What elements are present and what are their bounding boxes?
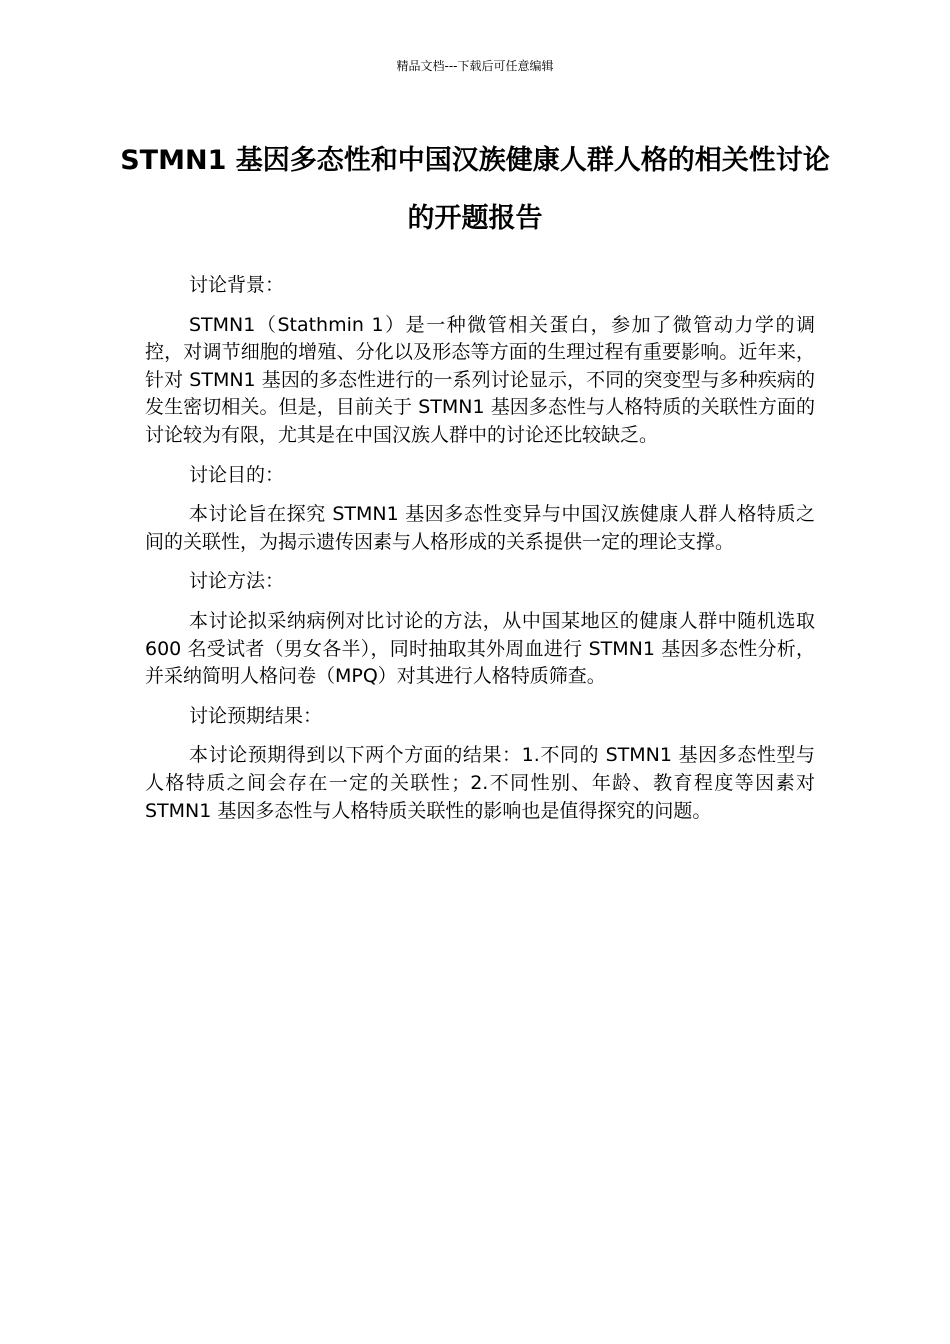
paragraph-purpose: 本讨论旨在探究 STMN1 基因多态性变异与中国汉族健康人群人格特质之间的关联性，为揭示遗传因素与人格形成的关系提供一定的理论支撑。 [145, 503, 815, 553]
section-heading-purpose: 讨论目的： [189, 463, 285, 486]
paragraph-expected-results: 本讨论预期得到以下两个方面的结果：1.不同的 STMN1 基因多态性型与人格特质之间会存在一定的关联性；2.不同性别、年龄、教育程度等因素对 STMN1 基因多态性与人格特质关联性的影响也是值得探究的问题。 [145, 744, 815, 822]
document-body [145, 272, 815, 837]
section-heading-background: 讨论背景： [189, 274, 285, 296]
section-heading-method: 讨论方法： [189, 570, 285, 593]
paragraph-method: 本讨论拟采纳病例对比讨论的方法，从中国某地区的健康人群中随机选取 600 名受试者（男女各半），同时抽取其外周血进行 STMN1 基因多态性分析，并采纳简明人格问卷（MPQ）对其进行人格特质筛查。 [145, 609, 815, 688]
document-title: STMN1 基因多态性和中国汉族健康人群人格的相关性讨论的开题报告 [120, 145, 830, 234]
section-heading-expected-results: 讨论预期结果： [189, 704, 323, 727]
page-header: 精品文档---下载后可任意编辑 [396, 59, 554, 73]
paragraph-background: STMN1（Stathmin 1）是一种微管相关蛋白，参加了微管动力学的调控，对调节细胞的增殖、分化以及形态等方面的生理过程有重要影响。近年来，针对 STMN1 基因的多态性进行的一系列讨论显示，不同的突变型与多种疾病的发生密切相关。但是，目前关于 STMN1 基因多态性与人格特质的关联性方面的讨论较为有限，尤其是在中国汉族人群中的讨论还比较缺乏。 [145, 313, 815, 446]
